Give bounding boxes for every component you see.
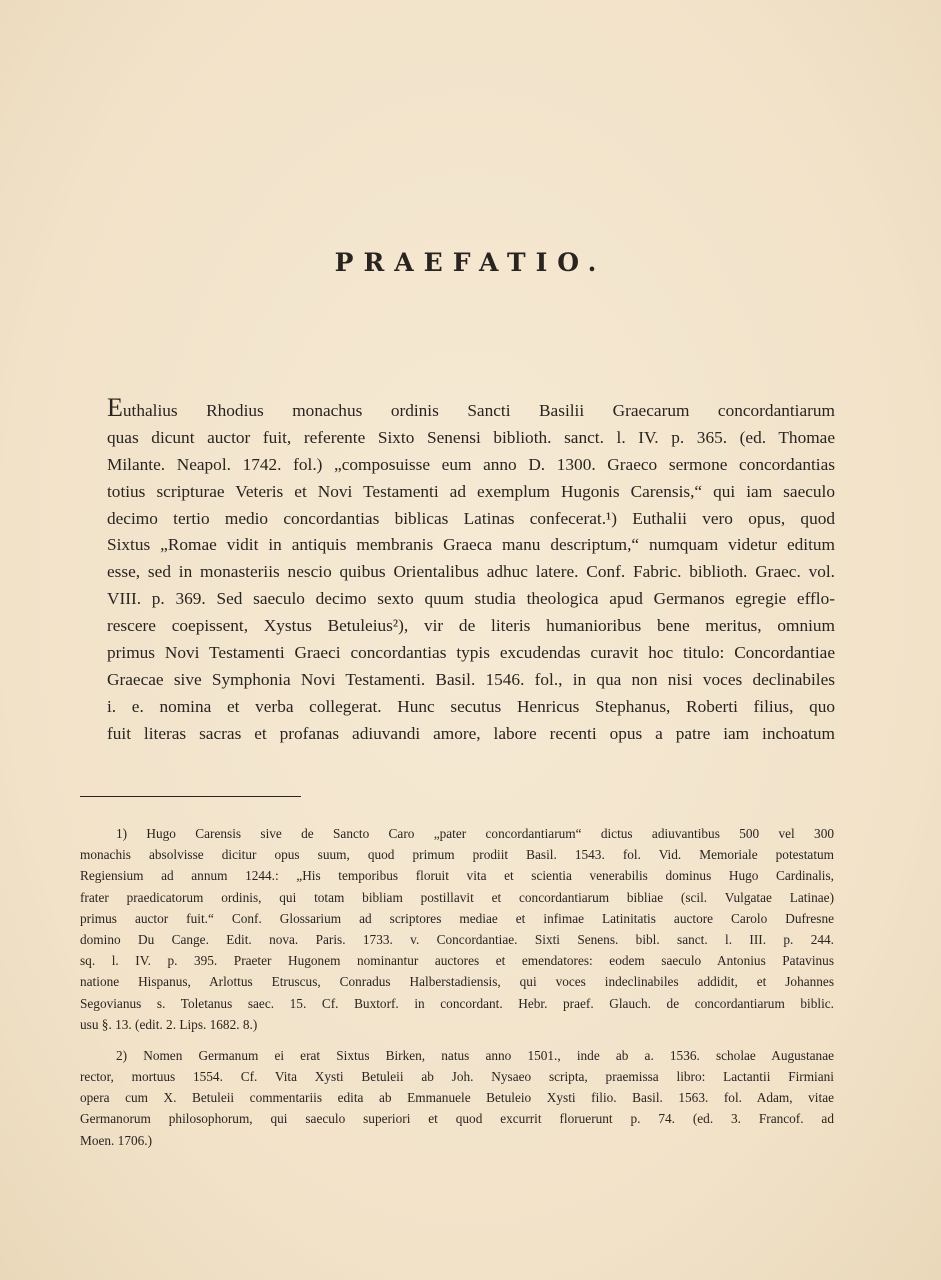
text-line: quas dicunt auctor fuit, referente Sixto Senensi biblioth. sanct. l. IV. p. 365. (ed. Thomae [107,427,835,447]
footnote-line: Moen. 1706.) [80,1132,153,1148]
footnote-line: Regiensium ad annum 1244.: „His temporibus floruit vita et scientia venerabilis dominus Hugo Cardinalis, [80,868,834,884]
footnote-line: primus auctor fuit.“ Conf. Glossarium ad scriptores mediae et infimae Latinitatis auctore Carolo Dufresne [80,910,834,926]
footnote-line: 1) Hugo Carensis sive de Sancto Caro „pater concordantiarum“ dictus adiuvantibus 500 vel 300 [116,826,834,841]
text-line: Sixtus „Romae vidit in antiquis membranis Graeca manu descriptum,“ numquam videtur editum [107,535,835,555]
footnote-line: usu §. 13. (edit. 2. Lips. 1682. 8.) [80,1016,258,1032]
footnote-2 [80,1045,834,1151]
footnote-line: opera cum X. Betuleii commentariis edita ab Emmanuele Betuleio Xysti filio. Basil. 1563. fol. Adam, vitae [80,1090,834,1106]
text-line-content: uthalius Rhodius monachus ordinis Sancti Basilii Graecarum concordantiarum [122,401,835,420]
footnote-line: domino Du Cange. Edit. nova. Paris. 1733. v. Concordantiae. Sixti Senens. bibl. sanct. l. III. p. 244. [80,931,834,947]
main-text [107,393,835,748]
text-line [107,393,835,425]
text-line: decimo tertio medio concordantias biblicas Latinas confecerat.¹) Euthalii vero opus, quod [107,508,835,528]
text-line: VIII. p. 369. Sed saeculo decimo sexto quum studia theologica apud Germanos egregie efflo- [107,589,835,609]
footnote-line: 2) Nomen Germanum ei erat Sixtus Birken, natus anno 1501., inde ab a. 1536. scholae Augustanae [116,1047,834,1063]
footnote-line: rector, mortuus 1554. Cf. Vita Xysti Betuleii ab Joh. Nysaeo scripta, praemissa libro: Lactantii Firmiani [80,1069,834,1085]
text-line: primus Novi Testamenti Graeci concordantias typis excudendas curavit hoc titulo: Concordantiae [107,643,835,663]
footnotes [80,823,834,1161]
footnote-divider [80,796,301,797]
footnote-line: monachis absolvisse dicitur opus suum, quod primum prodiit Basil. 1543. fol. Vid. Memoriale potestatum [80,847,834,863]
text-line: Milante. Neapol. 1742. fol.) „composuisse eum anno D. 1300. Graeco sermone concordantias [107,454,835,474]
footnote-line: Segovianus s. Toletanus saec. 15. Cf. Buxtorf. in concordant. Hebr. praef. Glauch. de concordantiarum biblic. [80,995,834,1011]
page-title: PRAEFATIO. [334,248,607,277]
footnote-1 [80,823,834,1035]
text-line: rescere coepissent, Xystus Betuleius²), vir de literis humanioribus bene meritus, omnium [107,616,835,636]
footnote-line: sq. l. IV. p. 395. Praeter Hugonem nominantur auctores et emendatores: eodem saeculo Antonius Patavinus [80,953,834,969]
text-line: fuit literas sacras et profanas adiuvandi amore, labore recenti opus a patre iam inchoatum [107,723,835,743]
footnote-line: natione Hispanus, Arlottus Etruscus, Conradus Halberstadiensis, qui voces indeclinabiles addidit, et Johannes [80,974,834,990]
drop-cap: E [107,393,123,422]
text-line: totius scripturae Veteris et Novi Testamenti ad exemplum Hugonis Carensis,“ qui iam saeculo [107,481,835,501]
footnote-line: Germanorum philosophorum, qui saeculo superiori et quod excurrit floruerunt p. 74. (ed. 3. Francof. ad [80,1111,834,1127]
text-line: esse, sed in monasteriis nescio quibus Orientalibus adhuc latere. Conf. Fabric. biblioth. Graec. vol. [107,562,835,582]
text-line: i. e. nomina et verba collegerat. Hunc secutus Henricus Stephanus, Roberti filius, quo [107,696,835,716]
text-line: Graecae sive Symphonia Novi Testamenti. Basil. 1546. fol., in qua non nisi voces declinabiles [107,669,835,689]
footnote-line: frater praedicatorum ordinis, qui totam bibliam postillavit et concordantiarum bibliae (scil. Vulgatae Latinae) [80,889,834,905]
